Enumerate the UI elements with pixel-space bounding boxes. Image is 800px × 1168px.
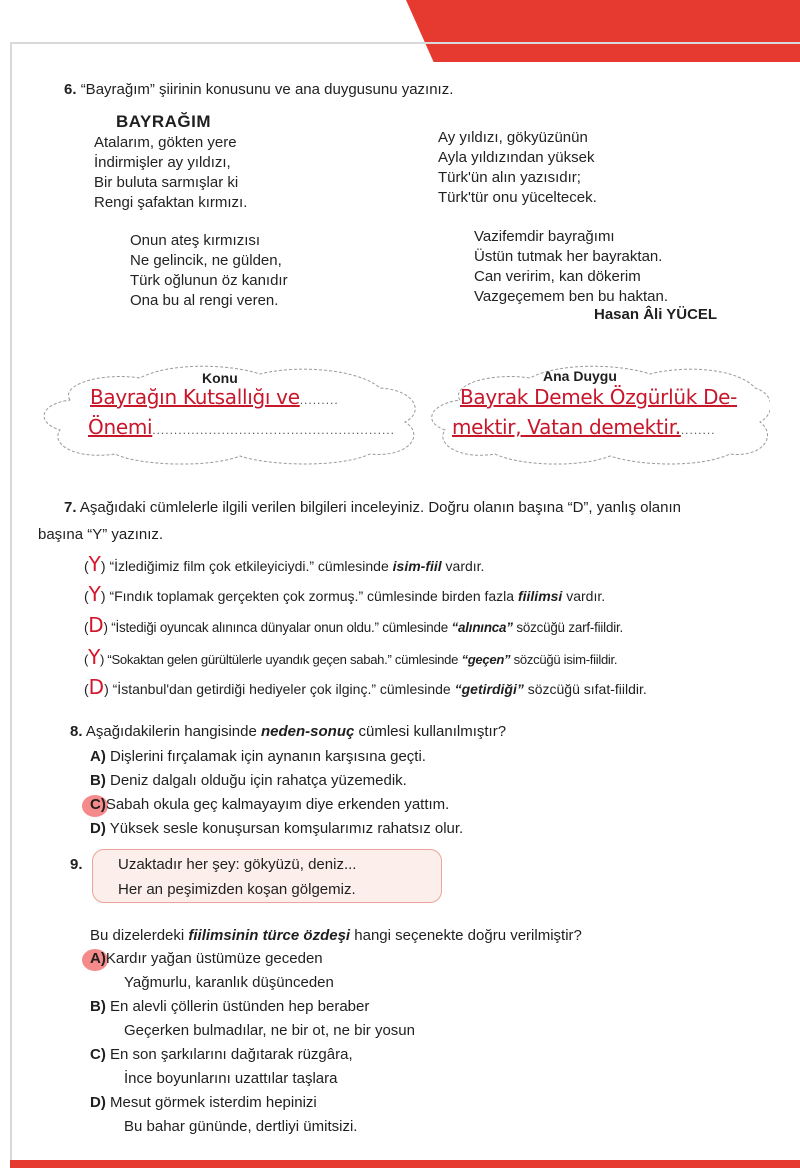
q8-prompt: [70, 723, 506, 741]
poem-line: Can veririm, kan dökerim: [474, 268, 641, 285]
poem-stanza-2: [130, 231, 288, 311]
konu-answer-text: Bayrağın Kutsallığı ve: [90, 385, 300, 409]
handwritten-mark: Y: [88, 645, 100, 669]
q8-text: cümlesi kullanılmıştır?: [354, 723, 507, 740]
option-letter: A): [90, 950, 106, 967]
handwritten-mark: Y: [88, 552, 101, 576]
poem-line: Vazgeçemem ben bu haktan.: [474, 288, 669, 305]
option-text: Mesut görmek isterdim hepinizi: [110, 1094, 317, 1111]
q7-prompt-line-1: [64, 499, 681, 517]
q9-option-d: [90, 1091, 415, 1115]
option-text: Sabah okula geç kalmayayım diye erkenden yattım.: [105, 796, 450, 813]
option-letter: C): [90, 796, 106, 813]
q7-row: (Y) “Fındık toplamak gerçekten çok zormuş.” cümlesinde birden fazla fiilimsi vardır.: [84, 582, 606, 606]
option-letter: A): [90, 748, 106, 765]
duygu-label: Ana Duygu: [543, 368, 617, 384]
q7-row-emphasis: “getirdiği”: [454, 681, 524, 697]
q7-row-text: vardır.: [562, 588, 606, 604]
q7-row-emphasis: isim-fiil: [392, 558, 442, 574]
option-letter: B): [90, 772, 106, 789]
q7-row: (Y) “İzlediğimiz film çok etkileyiciydi.” cümlesinde isim-fiil vardır.: [84, 552, 485, 576]
duygu-answer-text: Bayrak Demek Özgürlük De-: [460, 385, 738, 409]
q9-option-c: [90, 1043, 415, 1067]
q8-text: Aşağıdakilerin hangisinde: [85, 723, 261, 740]
q9-number: 9.: [70, 856, 83, 873]
q9-quote: [118, 852, 356, 902]
q9-option-d-line2: Bu bahar gününde, dertliyi ümitsizi.: [124, 1118, 358, 1135]
q8-option-d: [90, 817, 463, 841]
q8-option-c: [90, 793, 463, 817]
q7-text: Aşağıdaki cümlelerle ilgili verilen bilgileri inceleyiniz. Doğru olanın başına “D”, yanlış olanın: [79, 499, 681, 516]
poem-title: BAYRAĞIM: [116, 112, 211, 131]
duygu-answer-line-1: [460, 384, 737, 410]
q7-row: (Y) “Sokaktan gelen gürültülerle uyandık geçen sabah.” cümlesinde “geçen” sözcüğü isim-fiildir.: [84, 645, 618, 669]
poem-line: Türk'tür onu yüceltecek.: [438, 189, 597, 206]
option-letter: C): [90, 1046, 106, 1063]
option-letter: D): [90, 820, 106, 837]
poem-line: Ne gelincik, ne gülden,: [130, 252, 282, 269]
konu-dots: ........................................................: [152, 423, 395, 437]
q8-option-b: [90, 769, 463, 793]
poem-line: Atalarım, gökten yere: [94, 134, 237, 151]
option-letter: B): [90, 998, 106, 1015]
q7-row-emphasis: “alınınca”: [451, 620, 513, 635]
poem-line: Üstün tutmak her bayraktan.: [474, 248, 663, 265]
q7-row-text: “İstanbul'dan getirdiği hediyeler çok ilginç.” cümlesinde: [112, 681, 455, 697]
poem-line: Ay yıldızı, gökyüzünün: [438, 129, 588, 146]
duygu-answer-text: mektir, Vatan demektir.: [452, 415, 681, 439]
q9-text: hangi seçenekte doğru verilmiştir?: [350, 927, 582, 944]
q9-option-b: [90, 995, 415, 1019]
q9-option-c-line2: İnce boyunlarını uzattılar taşlara: [124, 1070, 338, 1087]
q7-row: (D) “İstanbul'dan getirdiği hediyeler çok ilginç.” cümlesinde “getirdiği” sözcüğü sıfat-fiildir.: [84, 675, 647, 699]
q9-option-a-line2: Yağmurlu, karanlık düşünceden: [124, 974, 334, 991]
q8-emphasis: neden-sonuç: [260, 723, 355, 740]
duygu-answer-line-2: [452, 414, 716, 440]
q7-row: (D) “İstediği oyuncak alınınca dünyalar onun oldu.” cümlesinde “alınınca” sözcüğü zarf-fiildir.: [84, 613, 624, 637]
poem-line: Rengi şafaktan kırmızı.: [94, 194, 248, 211]
poem-author: Hasan Âli YÜCEL: [594, 306, 718, 323]
poem-line: Türk'ün alın yazısıdır;: [438, 169, 581, 186]
q6-prompt: [64, 81, 453, 99]
option-text: En alevli çöllerin üstünden hep beraber: [110, 998, 370, 1015]
q7-row-emphasis: fiilimsi: [517, 588, 563, 604]
quote-line: Uzaktadır her şey: gökyüzü, deniz...: [118, 856, 357, 873]
footer-red-band: [10, 1160, 800, 1168]
q7-prompt-line-2: başına “Y” yazınız.: [38, 526, 164, 543]
option-letter: D): [90, 1094, 106, 1111]
poem-line: Vazifemdir bayrağımı: [474, 228, 615, 245]
poem-line: Bir buluta sarmışlar ki: [94, 174, 239, 191]
q7-row-text: vardır.: [441, 558, 485, 574]
option-text: En son şarkılarını dağıtarak rüzgâra,: [110, 1046, 353, 1063]
q7-row-text: “Fındık toplamak gerçekten çok zormuş.” cümlesinde birden fazla: [109, 588, 518, 604]
konu-label: Konu: [202, 370, 238, 386]
q7-row-text: “İstediği oyuncak alınınca dünyalar onun oldu.” cümlesinde: [111, 620, 452, 635]
handwritten-mark: D: [88, 675, 105, 699]
q8-option-a: [90, 745, 463, 769]
q9-prompt: [90, 927, 582, 945]
poem-line: Türk oğlunun öz kanıdır: [130, 272, 288, 289]
q7-row-text: sözcüğü isim-fiildir.: [510, 652, 618, 667]
poem-line: İndirmişler ay yıldızı,: [94, 154, 231, 171]
konu-answer-line-2: [88, 414, 395, 440]
q9-emphasis: fiilimsinin türce özdeşi: [188, 927, 351, 944]
konu-answer-text: Önemi: [88, 415, 153, 439]
poem-stanza-1: [94, 133, 247, 213]
q7-row-text: “İzlediğimiz film çok etkileyiciydi.” cümlesinde: [109, 558, 393, 574]
poem-line: Ayla yıldızından yüksek: [438, 149, 595, 166]
q7-row-text: “Sokaktan gelen gürültülerle uyandık geçen sabah.” cümlesinde: [107, 652, 462, 667]
option-text: Yüksek sesle konuşursan komşularımız rahatsız olur.: [109, 820, 464, 837]
poem-line: Onun ateş kırmızısı: [130, 232, 261, 249]
q8-number: 8.: [70, 723, 83, 740]
q6-text: “Bayrağım” şiirinin konusunu ve ana duygusunu yazınız.: [80, 81, 454, 98]
q9-option-b-line2: Geçerken bulmadılar, ne bir ot, ne bir yosun: [124, 1022, 415, 1039]
poem-stanza-3: [438, 128, 597, 208]
q7-row-emphasis: “geçen”: [461, 652, 511, 667]
poem-stanza-4: [474, 227, 668, 307]
q9-options: [90, 947, 415, 1139]
handwritten-mark: Y: [88, 582, 101, 606]
handwritten-mark: D: [88, 613, 104, 637]
quote-line: Her an peşimizden koşan gölgemiz.: [118, 881, 356, 898]
q9-text: Bu dizelerdeki: [90, 927, 189, 944]
q7-number: 7.: [64, 499, 77, 516]
q7-row-text: sözcüğü sıfat-fiildir.: [523, 681, 647, 697]
konu-dots: .........: [299, 393, 339, 407]
q8-options: [90, 745, 463, 841]
konu-answer-line-1: [90, 384, 339, 410]
q6-number: 6.: [64, 81, 77, 98]
option-text: Kardır yağan üstümüze geceden: [105, 950, 323, 967]
option-text: Dişlerini fırçalamak için aynanın karşısına geçti.: [110, 748, 426, 765]
poem-line: Ona bu al rengi veren.: [130, 292, 279, 309]
q9-option-a: [90, 947, 415, 971]
duygu-dots: ........: [680, 423, 716, 437]
q7-row-text: sözcüğü zarf-fiildir.: [512, 620, 624, 635]
option-text: Deniz dalgalı olduğu için rahatça yüzemedik.: [110, 772, 407, 789]
